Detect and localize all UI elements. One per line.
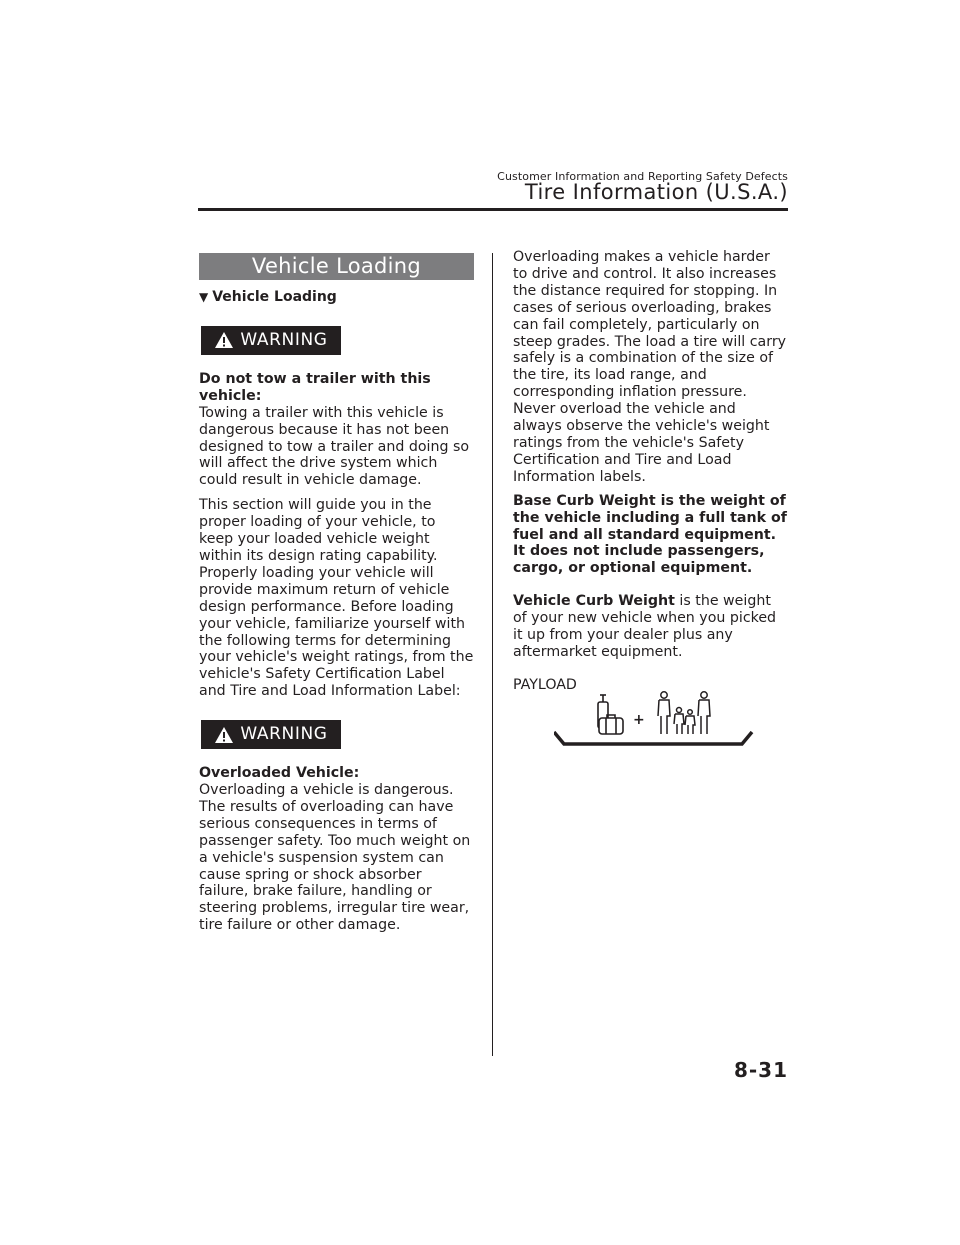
warning-label: WARNING: [240, 329, 328, 350]
section-banner: Vehicle Loading: [199, 253, 474, 280]
never-overload-paragraph: Never overload the vehicle and always observe the vehicle's weight ratings from the vehicle's Safety Certification and Tire and Load Information labels.: [513, 401, 770, 485]
svg-text:+: +: [633, 712, 645, 728]
overload-paragraph: Overloading makes a vehicle harder to drive and control. It also increases the distance required for stopping. In cases of serious overloading, brakes can fail completely, particularly on steep grades. The load a tire will carry safely is a combination of the size of the tire, its load range, and corresponding inflation pressure.: [513, 249, 787, 401]
family-passengers-icon: [658, 692, 710, 734]
warning-heading: Overloaded Vehicle:: [199, 765, 360, 782]
payload-diagram: [554, 690, 754, 750]
base-curb-paragraph: Base Curb Weight is the weight of the vehicle including a full tank of fuel and all standard equipment. It does not include passengers, cargo, or optional equipment.: [513, 492, 787, 577]
vehicle-curb-definition: is the weight of your new vehicle when you picked it up from your dealer plus any aftermarket equipment.: [513, 593, 777, 660]
subheading-text: Vehicle Loading: [212, 289, 337, 305]
load-platform-line: [554, 732, 752, 744]
vehicle-curb-term: Vehicle Curb Weight: [513, 593, 675, 610]
warning-label-box: [201, 326, 341, 355]
triangle-down-icon: ▼: [199, 290, 209, 304]
luggage-icon: [598, 695, 623, 734]
page-title: Tire Information (U.S.A.): [524, 180, 788, 204]
warning-label-box: [201, 720, 341, 749]
warning-triangle-icon: [214, 331, 234, 349]
left-column: [199, 253, 474, 934]
warning-label: WARNING: [240, 724, 328, 745]
warning-triangle-icon: [214, 726, 234, 744]
vehicle-curb-paragraph: [513, 593, 788, 661]
intro-paragraph: This section will guide you in the proper loading of your vehicle, to keep your loaded vehicle weight within its design rating capability. Properly loading your vehicle will provide maximum return of vehicle design performance. Before loading your vehicle, familiarize yourself with the following terms for determining your vehicle's weight ratings, from the vehicle's Safety Certification Label and Tire and Load Information Label:: [199, 497, 474, 700]
column-divider: [492, 253, 493, 1056]
chapter-title: Customer Information and Reporting Safety Defects: [497, 170, 788, 183]
plus-sign: [633, 712, 645, 728]
warning-text: Overloading a vehicle is dangerous. The results of overloading can have serious consequences in terms of passenger safety. Too much weight on a vehicle's suspension system can cause spring or shock absorber failure, brake failure, handling or steering problems, irregular tire wear, tire failure or other damage.: [199, 782, 471, 934]
right-column: [513, 249, 788, 694]
warning-heading: Do not tow a trailer with this vehicle:: [199, 370, 431, 404]
page-number: 8-31: [733, 1058, 788, 1082]
subheading: [199, 289, 474, 306]
header-rule: [198, 208, 788, 211]
warning-text: Towing a trailer with this vehicle is dangerous because it has not been designed to tow a trailer and doing so will affect the drive system which could result in vehicle damage.: [199, 404, 470, 489]
payload-label: PAYLOAD: [513, 676, 577, 693]
